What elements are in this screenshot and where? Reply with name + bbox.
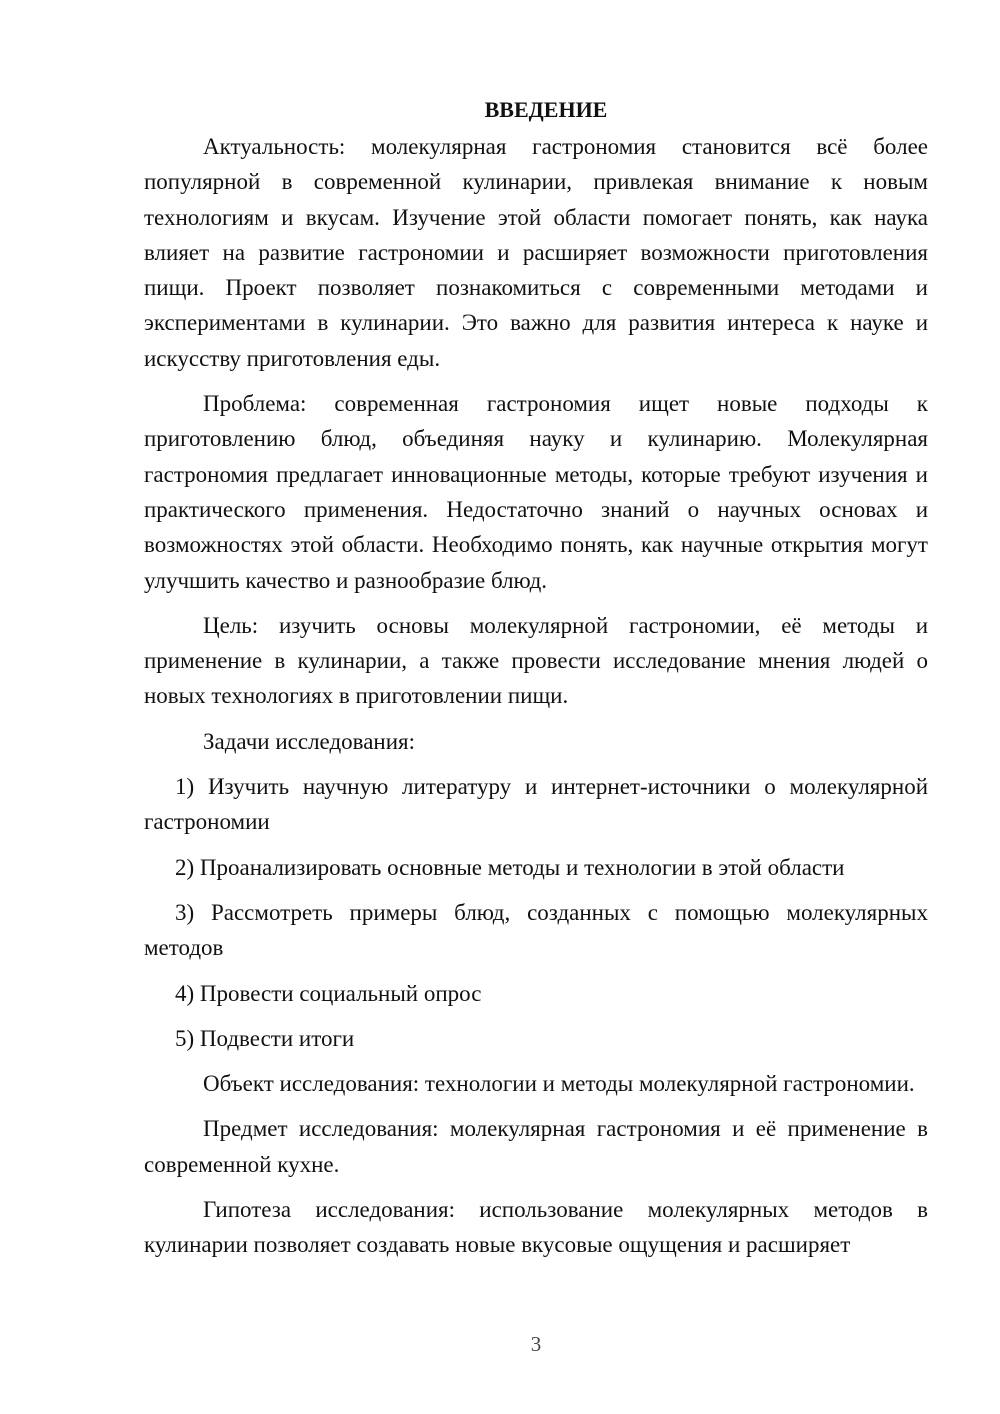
task-item-2: 2) Проанализировать основные методы и технологии в этой области — [175, 854, 845, 880]
goal-paragraph: Цель: изучить основы молекулярной гастрономии, её методы и применение в кулинарии, а также провести исследование мнения людей о новых технологиях в приготовлении пищи. — [144, 612, 928, 709]
research-subject-paragraph: Предмет исследования: молекулярная гастрономия и её применение в современной кухне. — [144, 1116, 928, 1177]
page-body — [144, 92, 928, 1273]
task-item-5: 5) Подвести итоги — [175, 1025, 355, 1051]
task-item-4: 4) Провести социальный опрос — [175, 980, 482, 1006]
hypothesis-paragraph: Гипотеза исследования: использование молекулярных методов в кулинарии позволяет создавать новые вкусовые ощущения и расширяет — [144, 1197, 928, 1258]
page-number: 3 — [530, 1332, 542, 1356]
research-object-paragraph: Объект исследования: технологии и методы молекулярной гастрономии. — [203, 1071, 915, 1097]
problem-paragraph: Проблема: современная гастрономия ищет новые подходы к приготовлению блюд, объединяя науку и кулинарию. Молекулярная гастрономия предлагает инновационные методы, которые требуют изучения и практического применения. Недостаточно знаний о научных основах и возможностях этой области. Необходимо понять, как научные открытия могут улучшить качество и разнообразие блюд. — [144, 391, 928, 593]
task-item-3: 3) Рассмотреть примеры блюд, созданных с помощью молекулярных методов — [144, 899, 928, 961]
task-item-1: 1) Изучить научную литературу и интернет-источники о молекулярной гастрономии — [144, 774, 928, 835]
page-title: ВВЕДЕНИЕ — [484, 97, 608, 122]
relevance-paragraph: Актуальность: молекулярная гастрономия становится всё более популярной в современной кулинарии, привлекая внимание к новым технологиям и вкусам. Изучение этой области помогает понять, как наука влияет на развитие гастрономии и расширяет возможности приготовления пищи. Проект позволяет познакомиться с современными методами и экспериментами в кулинарии. Это важно для развития интереса к науке и искусству приготовления еды. — [144, 134, 928, 371]
tasks-heading: Задачи исследования: — [203, 728, 416, 754]
